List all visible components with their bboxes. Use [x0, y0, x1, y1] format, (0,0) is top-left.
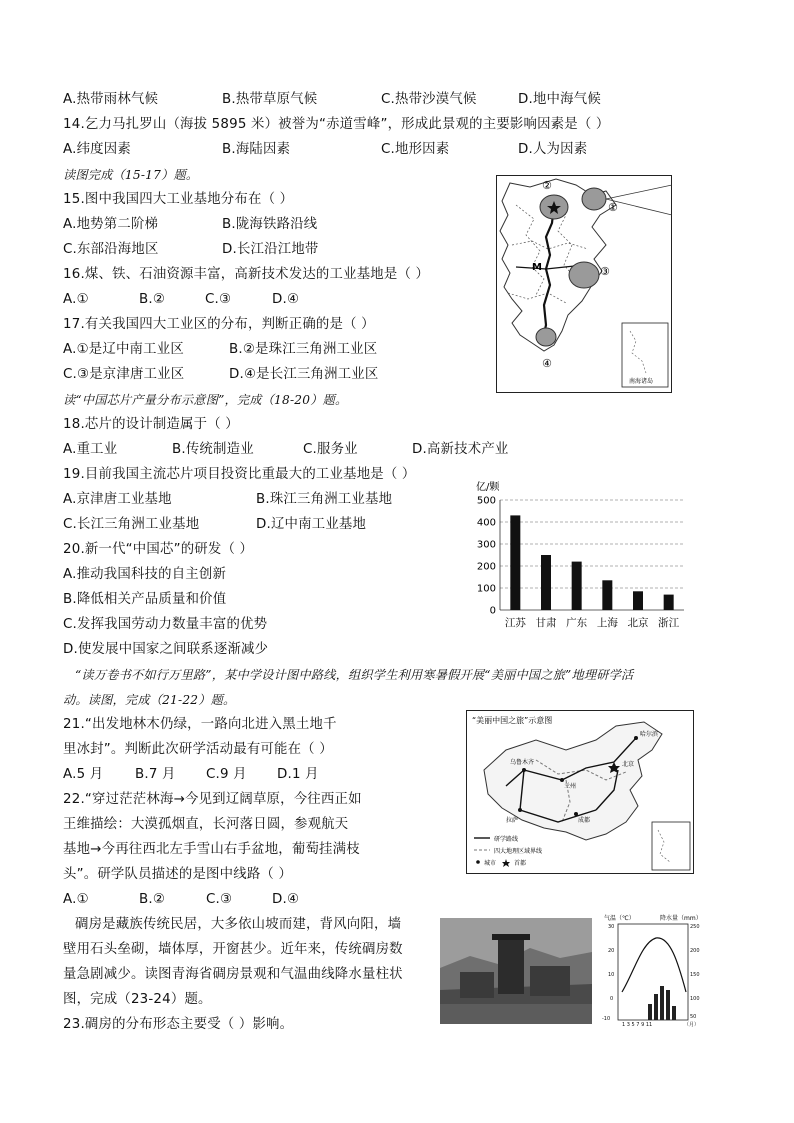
- city-label-chengdu: 成都: [578, 817, 591, 824]
- bar-1: [510, 515, 520, 610]
- climate-temp-label: 气温（℃）: [604, 915, 635, 922]
- q20-option-c: C.发挥我国劳动力数量丰富的优势: [63, 617, 268, 632]
- intro-15-17: 读图完成（15-17）题。: [63, 168, 199, 182]
- precip-bar-8: [666, 990, 670, 1020]
- q18-option-a: A.重工业: [63, 442, 118, 457]
- q17-option-b: B.②是珠江三角洲工业区: [229, 342, 378, 357]
- q17-option-a: A.①是辽中南工业区: [63, 342, 184, 357]
- label-1: ①: [608, 201, 618, 214]
- q18-option-c: C.服务业: [303, 442, 358, 457]
- q22-option-d: D.④: [272, 892, 300, 907]
- category-label: 江苏: [504, 617, 526, 629]
- q16-option-a: A.①: [63, 292, 89, 307]
- precip-bar-9: [672, 1006, 676, 1020]
- q15-option-a: A.地势第二阶梯: [63, 217, 159, 232]
- y-tick-label: 400: [476, 517, 496, 529]
- q21-option-b: B.7 月: [135, 767, 176, 782]
- q13-option-a: A.热带雨林气候: [63, 92, 159, 107]
- category-label: 北京: [627, 617, 649, 629]
- temp-tick-10: 10: [608, 972, 615, 978]
- city-label-urumqi: 乌鲁木齐: [510, 759, 535, 766]
- q17-option-c: C.③是京津唐工业区: [63, 367, 185, 382]
- category-label: 上海: [596, 617, 618, 629]
- q22-option-a: A.①: [63, 892, 89, 907]
- q14-option-c: C.地形因素: [381, 142, 450, 157]
- q22-stem-line3: 基地→今再往西北左手雪山右手盆地，葡萄挂满枝: [63, 842, 360, 857]
- q14-option-d: D.人为因素: [518, 142, 588, 157]
- precip-tick-150: 150: [690, 972, 700, 978]
- intro-18-20: 读“中国芯片产量分布示意图”，完成（18-20）题。: [63, 393, 348, 407]
- label-m: M: [532, 262, 542, 273]
- chart-ylabel: 亿/颗: [476, 482, 500, 493]
- q21-stem-line2: 里冰封”。判断此次研学活动最有可能在（ ）: [63, 742, 333, 757]
- photo-house-right: [530, 966, 570, 996]
- label-3: ③: [600, 265, 610, 278]
- q22-option-c: C.③: [206, 892, 233, 907]
- climate-chart: [600, 912, 712, 1028]
- q21-option-a: A.5 月: [63, 767, 104, 782]
- temp-tick-m10: -10: [602, 1016, 611, 1022]
- q22-stem-line4: 头”。研学队员描述的是图中线路（ ）: [63, 867, 293, 882]
- q17-option-d: D.④是长江三角洲工业区: [229, 367, 379, 382]
- y-tick-label: 500: [476, 495, 496, 507]
- q18-option-d: D.高新技术产业: [412, 442, 509, 457]
- photo-tower-roof: [492, 934, 530, 940]
- passage-line4: 图，完成（23-24）题。: [63, 992, 212, 1007]
- category-label: 甘肃: [535, 617, 557, 629]
- q15-option-b: B.陇海铁路沿线: [222, 217, 318, 232]
- label-4: ④: [542, 357, 552, 370]
- photo-foreground: [440, 1004, 592, 1024]
- q19-option-b: B.珠江三角洲工业基地: [256, 492, 393, 507]
- y-tick-label: 0: [489, 605, 496, 617]
- photo-house-left: [460, 972, 494, 998]
- q13-option-c: C.热带沙漠气候: [381, 92, 477, 107]
- passage-line3: 量急剧减少。读图青海省碉房景观和气温曲线降水量柱状: [63, 967, 403, 982]
- temp-tick-30: 30: [608, 924, 615, 930]
- q22-stem-line1: 22.“穿过茫茫林海→今见到辽阔草原，今往西正如: [63, 792, 362, 807]
- q15-stem: 15.图中我国四大工业基地分布在（ ）: [63, 192, 294, 207]
- climate-chart-svg: [600, 912, 712, 1028]
- climate-plot-frame: [618, 924, 688, 1020]
- q19-option-d: D.辽中南工业基地: [256, 517, 367, 532]
- climate-precip-label: 降水量（mm）: [660, 915, 702, 922]
- passage-line1: 碉房是藏族传统民居，大多依山坡而建，背风向阳，墙: [75, 917, 402, 932]
- city-label-beijing: 北京: [622, 761, 635, 768]
- temp-tick-0: 0: [610, 996, 614, 1002]
- city-label-harbin: 哈尔滨: [640, 731, 659, 738]
- category-label: 浙江: [658, 617, 680, 629]
- label-2: ②: [542, 179, 552, 192]
- route-map-svg: [466, 710, 694, 874]
- industrial-base-map: [496, 175, 672, 393]
- q20-option-d: D.使发展中国家之间联系逐渐减少: [63, 642, 269, 657]
- q22-stem-line2: 王维描绘：大漠孤烟直，长河落日圆，参观航天: [63, 817, 349, 832]
- q15-option-d: D.长江沿江地带: [222, 242, 319, 257]
- temp-tick-20: 20: [608, 948, 615, 954]
- q19-option-a: A.京津唐工业基地: [63, 492, 172, 507]
- city-dot-harbin: [634, 736, 638, 740]
- q14-option-a: A.纬度因素: [63, 142, 131, 157]
- precip-tick-200: 200: [690, 948, 700, 954]
- q15-option-c: C.东部沿海地区: [63, 242, 159, 257]
- q21-option-d: D.1 月: [277, 767, 319, 782]
- q13-option-d: D.地中海气候: [518, 92, 601, 107]
- q16-option-c: C.③: [205, 292, 232, 307]
- legend-city: 城市: [484, 860, 497, 867]
- q19-stem: 19.目前我国主流芯片项目投资比重最大的工业基地是（ ）: [63, 467, 416, 482]
- month-ticks: 1 3 5 7 9 11: [622, 1022, 653, 1028]
- intro-21-22-line2: 动。读图，完成（21-22）题。: [63, 693, 236, 707]
- q22-option-b: B.②: [139, 892, 166, 907]
- legend-boundary: 四大地理区域界线: [494, 848, 543, 855]
- chip-chart-svg: [466, 478, 694, 640]
- q17-stem: 17.有关我国四大工业区的分布，判断正确的是（ ）: [63, 317, 375, 332]
- passage-line2: 壁用石头垒砌，墙体厚，开窗甚少。近年来，传统碉房数: [63, 942, 403, 957]
- y-tick-label: 200: [476, 561, 496, 573]
- city-dot-urumqi: [522, 768, 526, 772]
- q16-option-d: D.④: [272, 292, 300, 307]
- category-label: 广东: [566, 617, 588, 629]
- precip-bar-7: [660, 986, 664, 1020]
- q16-option-b: B.②: [139, 292, 166, 307]
- q19-option-c: C.长江三角洲工业基地: [63, 517, 200, 532]
- q16-stem: 16.煤、铁、石油资源丰富，高新技术发达的工业基地是（ ）: [63, 267, 430, 282]
- q14-option-b: B.海陆因素: [222, 142, 291, 157]
- bar-2: [541, 555, 551, 610]
- precip-tick-50: 50: [690, 1014, 697, 1020]
- region-1: [582, 188, 606, 210]
- y-tick-label: 300: [476, 539, 496, 551]
- q13-option-b: B.热带草原气候: [222, 92, 318, 107]
- diaofang-photo-svg: [440, 918, 592, 1024]
- city-dot-chengdu: [574, 812, 578, 816]
- bar-5: [633, 591, 643, 610]
- chip-production-chart: [466, 478, 694, 640]
- city-dot-lanzhou: [560, 778, 564, 782]
- q21-stem-line1: 21.“出发地林木仍绿，一路向北进入黑土地千: [63, 717, 337, 732]
- q21-option-c: C.9 月: [206, 767, 247, 782]
- y-tick-label: 100: [476, 583, 496, 595]
- bar-3: [572, 562, 582, 610]
- q20-option-b: B.降低相关产品质量和价值: [63, 592, 227, 607]
- q18-option-b: B.传统制造业: [172, 442, 254, 457]
- city-label-lhasa: 拉萨: [506, 817, 519, 824]
- precip-tick-100: 100: [690, 996, 700, 1002]
- city-dot-lhasa: [518, 808, 522, 812]
- q23-stem: 23.碉房的分布形态主要受（ ）影响。: [63, 1017, 294, 1032]
- route-map-title: “美丽中国之旅”示意图: [472, 716, 553, 725]
- bar-4: [602, 580, 612, 610]
- q18-stem: 18.芯片的设计制造属于（ ）: [63, 417, 239, 432]
- diaofang-photo: [440, 918, 592, 1024]
- route-map-inset: [652, 822, 690, 870]
- q20-option-a: A.推动我国科技的自主创新: [63, 567, 227, 582]
- inset-label: 南海诸岛: [629, 378, 654, 385]
- precip-bar-6: [654, 994, 658, 1020]
- industrial-map-svg: [496, 175, 672, 393]
- precip-tick-250: 250: [690, 924, 700, 930]
- region-4: [536, 328, 556, 346]
- month-unit: （月）: [684, 1022, 700, 1028]
- intro-21-22-line1: “读万卷书不如行万里路”，某中学设计图中路线，组织学生利用寒暑假开展“美丽中国之旅”地理研学活: [75, 668, 634, 682]
- legend-route: 研学路线: [494, 836, 519, 843]
- travel-route-map: [466, 710, 694, 874]
- legend-capital: 首都: [514, 860, 527, 867]
- precip-bar-5: [648, 1004, 652, 1020]
- photo-tower: [498, 938, 524, 994]
- legend-city-swatch: [476, 860, 480, 864]
- q14-stem: 14.乞力马扎罗山（海拔 5895 米）被誉为“赤道雪峰”，形成此景观的主要影响因素是（ ）: [63, 117, 610, 132]
- bar-6: [664, 595, 674, 610]
- q20-stem: 20.新一代“中国芯”的研发（ ）: [63, 542, 254, 557]
- region-3: [569, 262, 599, 288]
- city-label-lanzhou: 兰州: [564, 783, 577, 790]
